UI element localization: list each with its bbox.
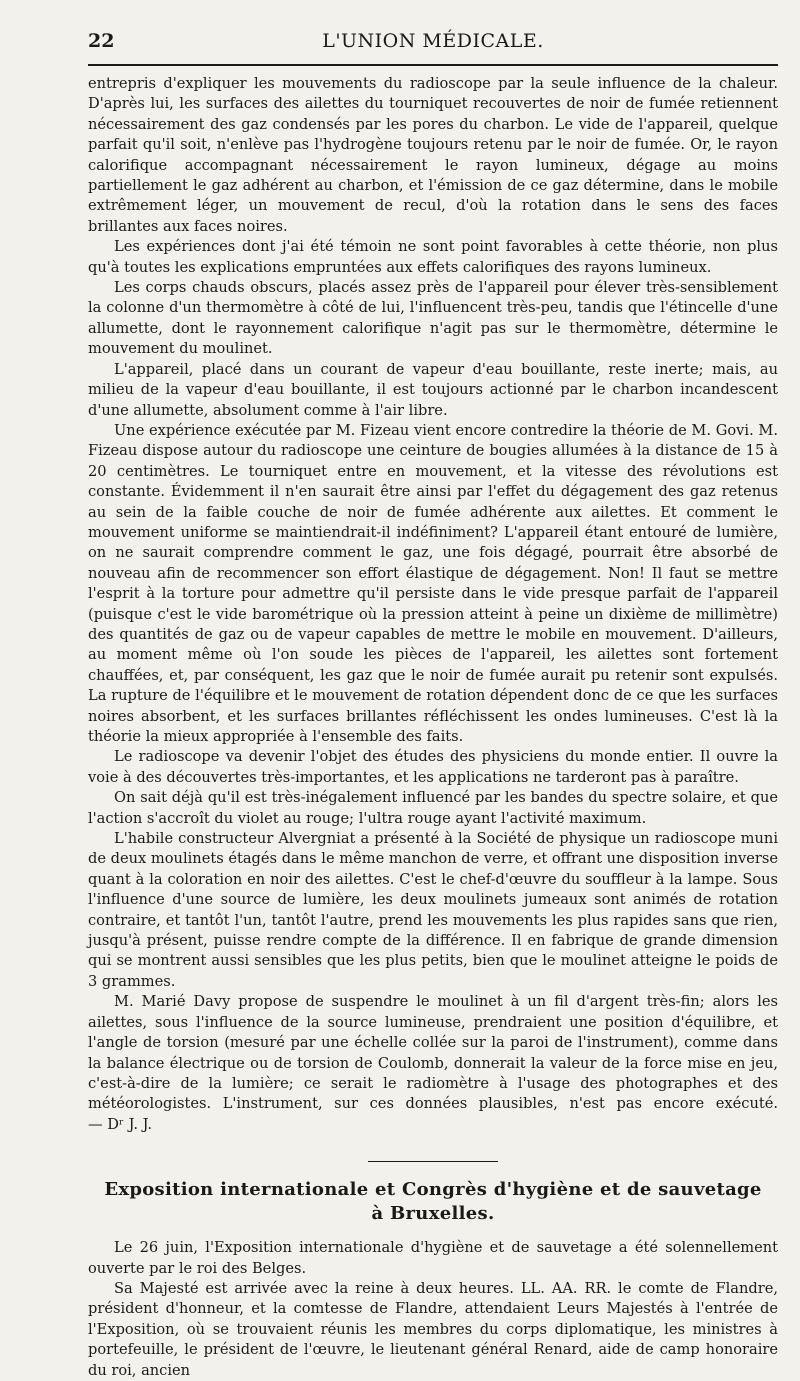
paragraph: entrepris d'expliquer les mouvements du radioscope par la seule influence de la chaleur. D'après lui, les surfaces des ailettes du tourniquet recouvertes de noir de fumée retiennent nécessairement des gaz condensés par les pores du charbon. Le vide de l'appareil, quelque parfait qu'il soit, n'enlève pas l'hydrogène toujours retenu par le noir de fumée. Or, le rayon calorifique accompagnant nécessairement le rayon lumineux, dégage au moins partiellement le gaz adhérent au charbon, et l'émission de ce gaz détermine, dans le mobile extrêmement léger, un mouvement de recul, d'où la rotation dans le sens des faces brillantes aux faces noires. bbox=[88, 75, 778, 235]
section-title-line: Exposition internationale et Congrès d'hygiène et de sauvetage bbox=[104, 1179, 762, 1201]
paragraph: Le radioscope va devenir l'objet des études des physiciens du monde entier. Il ouvre la voie à des découvertes très-importantes, et les applications ne tarderont pas à paraître. bbox=[88, 748, 778, 786]
section-separator bbox=[368, 1161, 498, 1162]
section-title bbox=[88, 1178, 778, 1226]
paragraph bbox=[88, 992, 778, 1135]
paragraph: Les expériences dont j'ai été témoin ne sont point favorables à cette théorie, non plus qu'à toutes les explications empruntées aux effets calorifiques des rayons lumineux. bbox=[88, 238, 778, 276]
paragraph: Une expérience exécutée par M. Fizeau vient encore contredire la théorie de M. Govi. M. Fizeau dispose autour du radioscope une ceinture de bougies allumées à la distance de 15 à 20 centimètres. Le tourniquet entre en mouvement, et la vitesse des révolutions est constante. Évidemment il n'en saurait être ainsi par l'effet du dégagement des gaz retenus au sein de la faible couche de noir de fumée adhérente aux ailettes. Et comment le mouvement uniforme se maintiendrait-il indéfiniment? L'appareil étant entouré de lumière, on ne saurait comprendre comment le gaz, une fois dégagé, pourrait être absorbé de nouveau afin de recommencer son effort élastique de dégagement. Non! Il faut se mettre l'esprit à la torture pour admettre qu'il persiste dans le vide presque parfait de l'appareil (puisque c'est le vide barométrique où la pression atteint à peine un dixième de millimètre) des quantités de gaz ou de vapeur capables de mettre le mobile en mouvement. D'ailleurs, au moment même où l'on soude les pièces de l'appareil, les ailettes sont fortement chauffées, et, par conséquent, les gaz que le noir de fumée aurait pu retenir sont expulsés. La rupture de l'équilibre et le mouvement de rotation dépendent donc de ce que les surfaces noires absorbent, et les surfaces brillantes réfléchissent les ondes lumineuses. C'est là la théorie la mieux appropriée à l'ensemble des faits. bbox=[88, 421, 778, 745]
article-body bbox=[88, 74, 778, 1381]
paragraph: Les corps chauds obscurs, placés assez près de l'appareil pour élever très-sensiblement la colonne d'un thermomètre à côté de lui, l'influencent très-peu, tandis que l'étincelle d'une allumette, dont le rayonnement calorifique n'agit pas sur le thermomètre, détermine le mouvement du moulinet. bbox=[88, 279, 778, 358]
section-title-line: à Bruxelles. bbox=[371, 1203, 495, 1225]
paragraph: L'appareil, placé dans un courant de vapeur d'eau bouillante, reste inerte; mais, au milieu de la vapeur d'eau bouillante, il est toujours actionné par le charbon incandescent d'une allumette, absolument comme à l'air libre. bbox=[88, 360, 778, 419]
page-header bbox=[88, 30, 778, 64]
paragraph: Sa Majesté est arrivée avec la reine à deux heures. LL. AA. RR. le comte de Flandre, président d'honneur, et la comtesse de Flandre, attendaient Leurs Majestés à l'entrée de l'Exposition, où se trouvaient réunis les membres du corps diplomatique, les ministres à portefeuille, le président de l'œuvre, le lieutenant général Renard, aide de camp honoraire du roi, ancien bbox=[88, 1279, 778, 1379]
header-rule bbox=[88, 64, 778, 66]
author-signature: — Dʳ J. J. bbox=[88, 1115, 152, 1133]
paragraph: On sait déjà qu'il est très-inégalement influencé par les bandes du spectre solaire, et que l'action s'accroît du violet au rouge; l'ultra rouge ayant l'activité maximum. bbox=[88, 789, 778, 827]
paragraph-text: M. Marié Davy propose de suspendre le moulinet à un fil d'argent très-fin; alors les ailettes, sous l'influence de la source lumineuse, prendraient une position d'équilibre, et l'angle de torsion (mesuré par une échelle collée sur la paroi de l'instrument), comme dans la balance électrique ou de torsion de Coulomb, donnerait la valeur de la force mise en jeu, c'est-à-dire de la lumière; ce serait le radiomètre à l'usage des photographes et des météorologistes. L'instrument, sur ces données plausibles, n'est pas encore exécuté. bbox=[88, 993, 778, 1113]
paragraph: L'habile constructeur Alvergniat a présenté à la Société de physique un radioscope muni de deux moulinets étagés dans le même manchon de verre, et offrant une disposition inverse quant à la coloration en noir des ailettes. C'est le chef-d'œuvre du souffleur à la lampe. Sous l'influence d'une source de lumière, les deux moulinets jumeaux sont animés de rotation contraire, et tantôt l'un, tantôt l'autre, prend les mouvements les plus rapides sans que rien, jusqu'à présent, puisse rendre compte de la différence. Il en fabrique de grande dimension qui se montrent aussi sensibles que les plus petits, bien que le moulinet atteigne le poids de 3 grammes. bbox=[88, 830, 778, 990]
paragraph: Le 26 juin, l'Exposition internationale d'hygiène et de sauvetage a été solennellement ouverte par le roi des Belges. bbox=[88, 1239, 778, 1277]
page-number: 22 bbox=[88, 30, 115, 52]
running-head: L'UNION MÉDICALE. bbox=[322, 30, 544, 52]
